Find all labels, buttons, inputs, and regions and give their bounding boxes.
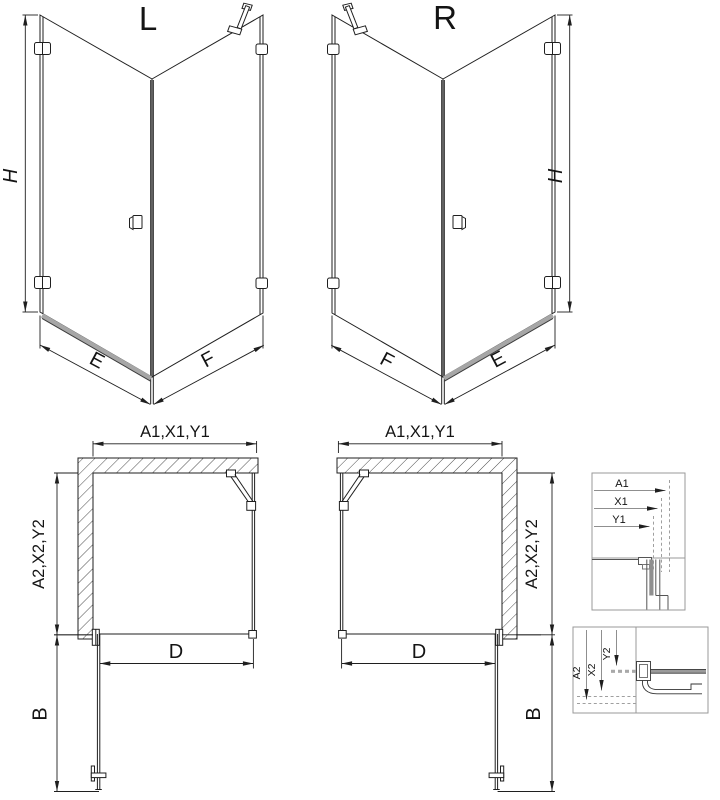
dim-label-h-left: H <box>0 168 22 184</box>
plan-r-width-label: A1,X1,Y1 <box>385 423 455 441</box>
dim-label-e-right: E <box>487 346 510 373</box>
plan-r-depth-label: A2,X2,Y2 <box>523 519 541 589</box>
detail1-x1-label: X1 <box>614 496 628 508</box>
plan-r-wall <box>337 458 517 639</box>
figure-r-label: R <box>433 0 457 36</box>
plan-r-swing-label: B <box>523 707 545 721</box>
figure-l-geometry <box>23 3 268 404</box>
detail2-x2-label: X2 <box>586 663 598 677</box>
detail2-a2-label: A2 <box>571 666 583 680</box>
plan-r-entry-label: D <box>411 641 427 663</box>
plan-l-wall <box>78 458 258 639</box>
detail1-y1-label: Y1 <box>612 514 626 526</box>
figure-r-geometry <box>328 3 573 404</box>
plan-l-entry-label: D <box>168 641 184 663</box>
plan-l-width-label: A1,X1,Y1 <box>140 423 210 441</box>
detail-box-wall-profile <box>592 473 685 610</box>
dim-label-e-left: E <box>85 347 108 374</box>
detail1-a1-label: A1 <box>615 478 629 490</box>
plan-l-swing-label: B <box>29 707 52 721</box>
dim-label-h-right: H <box>545 168 567 184</box>
dim-label-f-right: F <box>376 348 398 374</box>
detail2-y2-label: Y2 <box>601 647 613 661</box>
figure-l-label: L <box>138 0 158 37</box>
plan-l-depth-label: A2,X2,Y2 <box>30 519 48 589</box>
dim-label-f-left: F <box>197 347 219 373</box>
